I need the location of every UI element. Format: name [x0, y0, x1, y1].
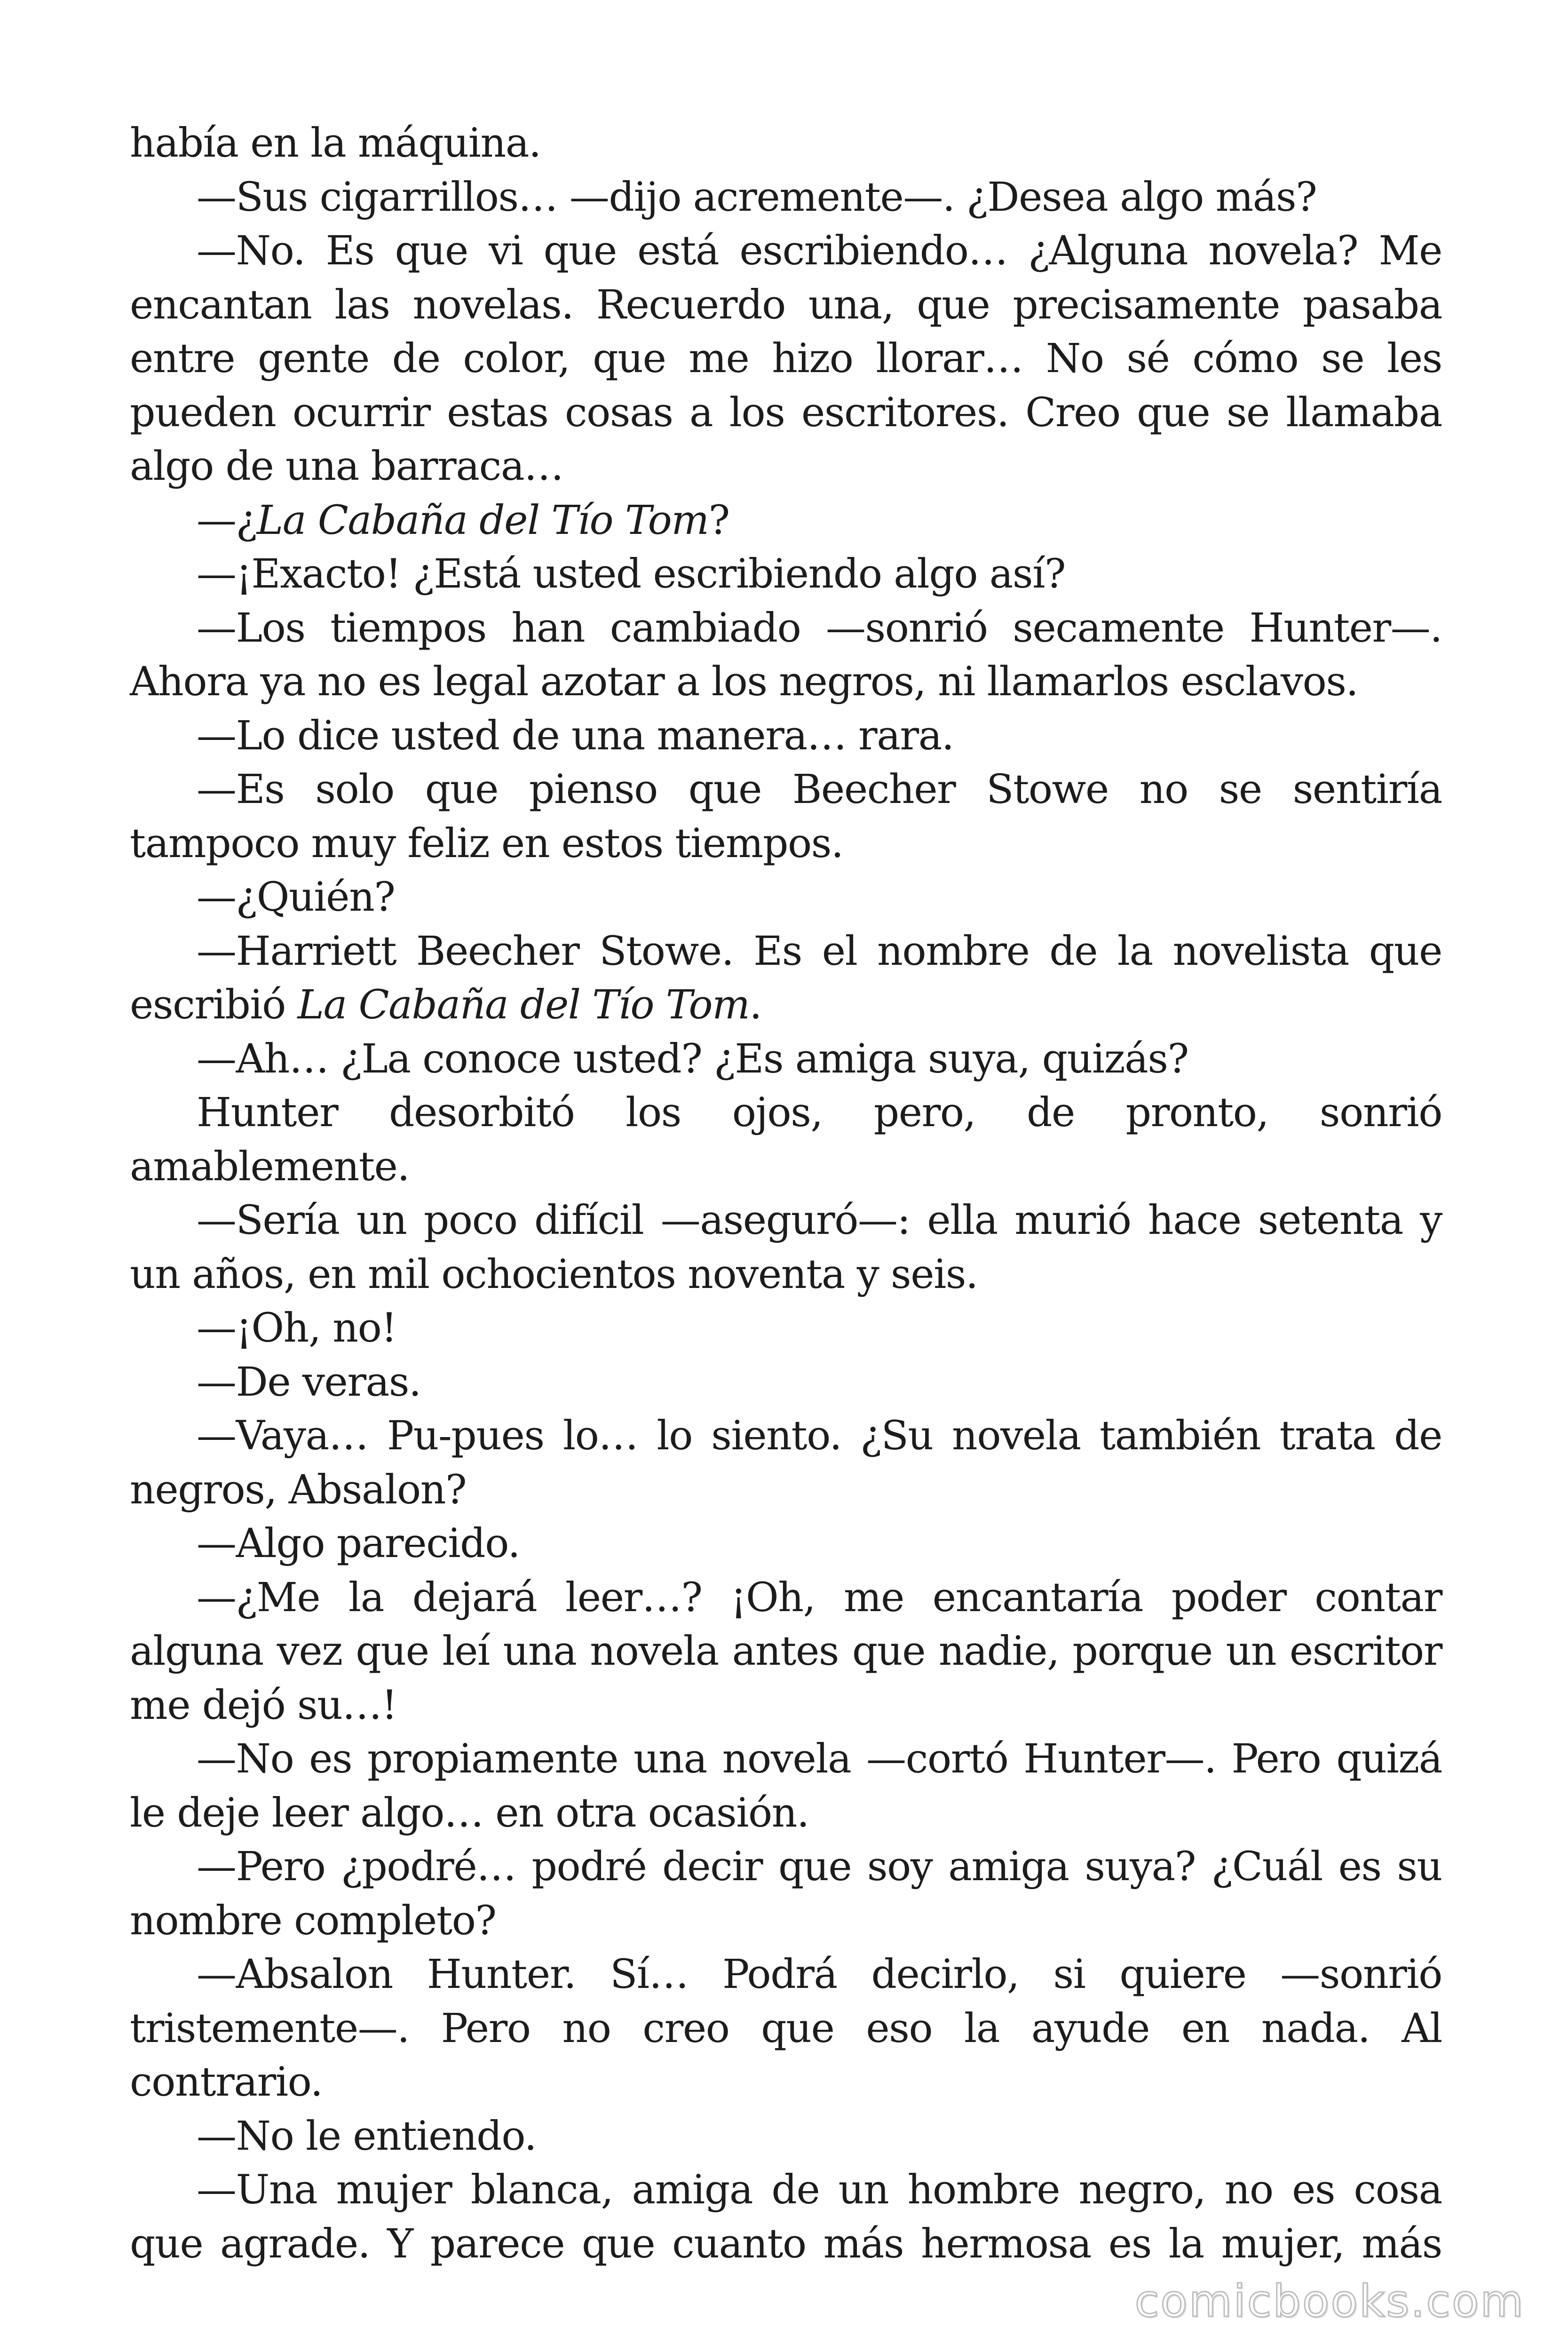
paragraph: —Es solo que pienso que Beecher Stowe no se sentiría tampoco muy feliz en estos tiempos. [130, 766, 1442, 867]
paragraph: —Sería un poco difícil —aseguró—: ella murió hace setenta y un años, en mil ochocientos noventa y seis. [130, 1197, 1442, 1298]
paragraph: —Harriett Beecher Stowe. Es el nombre de la novelista que escribió La Cabaña del Tío Tom. [130, 928, 1442, 1028]
paragraph: —¿Me la dejará leer…? ¡Oh, me encantaría poder contar alguna vez que leí una novela antes que nadie, porque un escritor me dejó su…! [130, 1574, 1442, 1729]
paragraph: había en la máquina. [130, 120, 541, 167]
paragraph: —¿La Cabaña del Tío Tom? [197, 497, 729, 544]
paragraph: —No es propiamente una novela —cortó Hunter—. Pero quizá le deje leer algo… en otra ocasión. [130, 1736, 1442, 1836]
paragraph: Hunter desorbitó los ojos, pero, de pronto, sonrió amablemente. [130, 1089, 1442, 1190]
paragraph: —No. Es que vi que está escribiendo… ¿Alguna novela? Me encantan las novelas. Recuerdo una, que precisamente pasaba entre gente de color, que me hizo llorar… No sé cómo se les pueden ocurrir estas cosas a los escritores. Creo que se llamaba algo de una barraca… [130, 228, 1442, 490]
paragraph: —Pero ¿podré… podré decir que soy amiga suya? ¿Cuál es su nombre completo? [130, 1843, 1442, 1944]
paragraph: —¿Quién? [197, 874, 395, 921]
paragraph: —Vaya… Pu-pues lo… lo siento. ¿Su novela también trata de negros, Absalon? [130, 1413, 1442, 1513]
paragraph: —De veras. [197, 1359, 421, 1406]
paragraph: —¡Oh, no! [197, 1305, 397, 1351]
paragraph: —Una mujer blanca, amiga de un hombre negro, no es cosa que agrade. Y parece que cuanto más hermosa es la mujer, más [130, 2167, 1442, 2267]
paragraph: —No le entiendo. [197, 2113, 537, 2160]
watermark-logo: comicbooks.com [1134, 2276, 1525, 2327]
paragraph: —Sus cigarrillos… —dijo acremente—. ¿Desea algo más? [197, 174, 1317, 221]
paragraph: —Absalon Hunter. Sí… Podrá decirlo, si quiere —sonrió tristemente—. Pero no creo que eso la ayude en nada. Al contrario. [130, 1951, 1442, 2106]
page-body-text [130, 117, 1442, 2271]
paragraph: —Ah… ¿La conoce usted? ¿Es amiga suya, quizás? [197, 1035, 1188, 1082]
paragraph: —Lo dice usted de una manera… rara. [197, 712, 954, 759]
paragraph: —Los tiempos han cambiado —sonrió secamente Hunter—. Ahora ya no es legal azotar a los negros, ni llamarlos esclavos. [130, 604, 1442, 705]
paragraph: —Algo parecido. [197, 1520, 520, 1567]
paragraph: —¡Exacto! ¿Está usted escribiendo algo así? [197, 551, 1066, 597]
